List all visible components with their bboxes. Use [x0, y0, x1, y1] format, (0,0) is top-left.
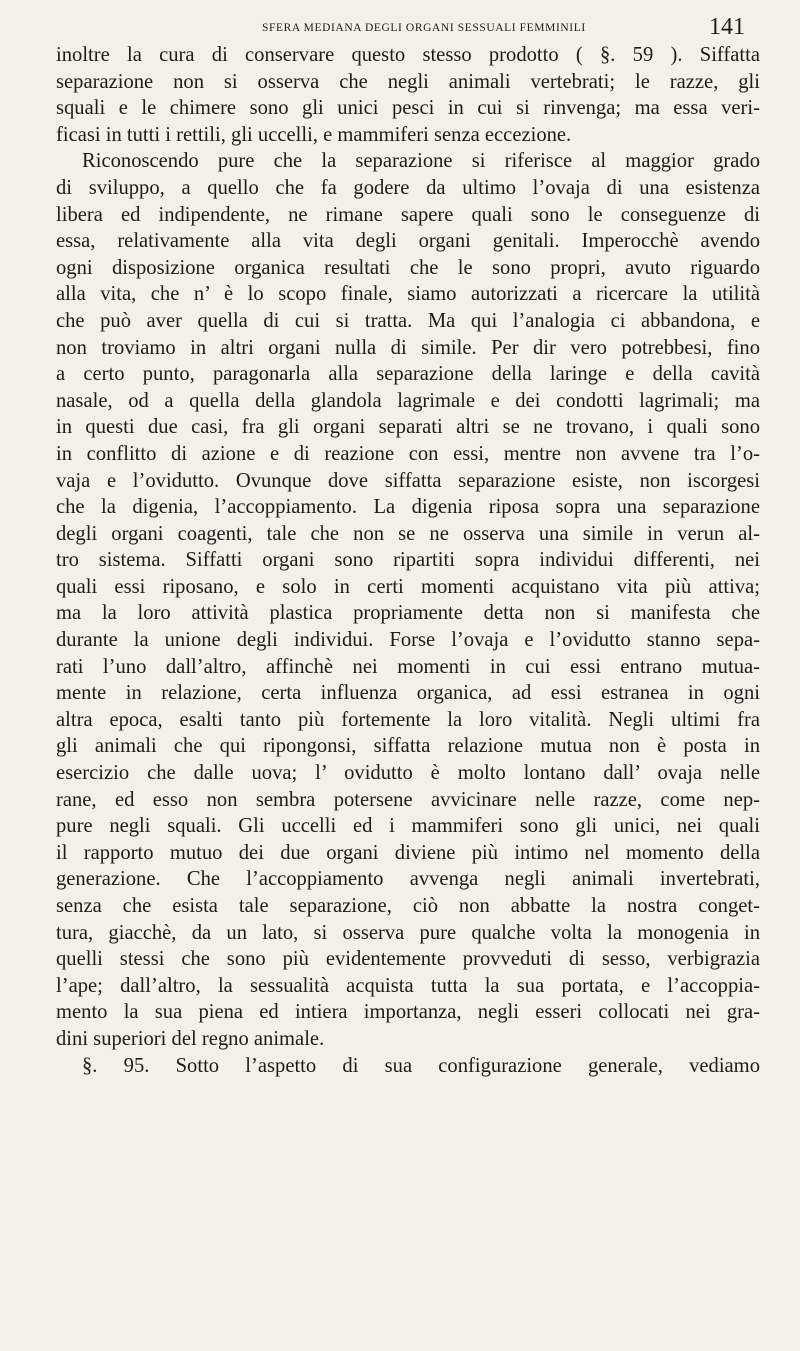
text-line: §. 95. Sotto l’aspetto di sua configurazione generale, vediamo — [82, 1054, 760, 1077]
running-head — [0, 10, 800, 42]
page-number: 141 — [709, 14, 745, 40]
text-line: di sviluppo, a quello che fa godere da ultimo l’ovaja di una esistenza — [56, 176, 760, 199]
text-line: ma la loro attività plastica propriamente detta non si manifesta che — [56, 602, 760, 625]
text-line: inoltre la cura di conservare questo stesso prodotto ( §. 59 ). Siffatta — [56, 44, 760, 66]
text-line: altra epoca, esalti tanto più fortemente la loro vitalità. Negli ultimi fra — [56, 708, 760, 731]
text-line: vaja e l’ovidutto. Ovunque dove siffatta separazione esiste, non iscorgesi — [56, 469, 760, 492]
text-line: esercizio che dalle uova; l’ ovidutto è molto lontano dall’ ovaja nelle — [56, 762, 760, 785]
text-line: tura, giacchè, da un lato, si osserva pure qualche volta la monogenia in — [56, 921, 760, 944]
text-line: degli organi coagenti, tale che non se ne osserva una simile in verun al- — [56, 522, 760, 545]
text-line: durante la unione degli individui. Forse l’ovaja e l’ovidutto stanno sepa- — [56, 629, 760, 652]
text-line: pure negli squali. Gli uccelli ed i mammiferi sono gli unici, nei quali — [56, 815, 760, 838]
body-text — [56, 42, 760, 1079]
text-line: separazione non si osserva che negli animali vertebrati; le razze, gli — [56, 70, 760, 93]
text-line: in conflitto di azione e di reazione con essi, mentre non avvene tra l’o- — [56, 442, 760, 465]
text-line: squali e le chimere sono gli unici pesci in cui si rinvenga; ma essa veri- — [56, 97, 760, 120]
text-line: il rapporto mutuo dei due organi diviene più intimo nel momento della — [56, 841, 760, 864]
text-line: ogni disposizione organica resultati che le sono propri, avuto riguardo — [56, 256, 760, 279]
text-line: in questi due casi, fra gli organi separati altri se ne trovano, i quali sono — [56, 416, 760, 439]
text-line: quelli stessi che sono più evidentemente provveduti di sesso, verbigrazia — [56, 948, 760, 971]
text-line: rane, ed esso non sembra potersene avvicinare nelle razze, come nep- — [56, 788, 760, 811]
text-line: libera ed indipendente, ne rimane sapere quali sono le conseguenze di — [56, 203, 760, 226]
text-line: generazione. Che l’accoppiamento avvenga negli animali invertebrati, — [56, 868, 760, 891]
text-line: mente in relazione, certa influenza organica, ad essi estranea in ogni — [56, 682, 760, 705]
text-line: l’ape; dall’altro, la sessualità acquista tutta la sua portata, e l’accoppia- — [56, 974, 760, 997]
text-line: mento la sua piena ed intiera importanza, negli esseri collocati nei gra- — [56, 1001, 760, 1024]
text-line: Riconoscendo pure che la separazione si riferisce al maggior grado — [82, 150, 760, 173]
text-line: rati l’uno dall’altro, affinchè nei momenti in cui essi entrano mutua- — [56, 655, 760, 678]
text-line: gli animali che qui ripongonsi, siffatta relazione mutua non è posta in — [56, 735, 760, 758]
text-line: alla vita, che n’ è lo scopo finale, siamo autorizzati a ricercare la utilità — [56, 283, 760, 306]
text-line: ficasi in tutti i rettili, gli uccelli, e mammiferi senza eccezione. — [56, 123, 572, 146]
running-title: SFERA MEDIANA DEGLI ORGANI SESSUALI FEMMINILI — [262, 22, 586, 34]
text-line: nasale, od a quella della glandola lagrimale e dei condotti lagrimali; ma — [56, 389, 760, 412]
text-line: che la digenia, l’accoppiamento. La digenia riposa sopra una separazione — [56, 496, 760, 519]
text-line: tro sistema. Siffatti organi sono ripartiti sopra individui differenti, nei — [56, 549, 760, 572]
text-line: non troviamo in altri organi nulla di simile. Per dir vero potrebbesi, fino — [56, 336, 760, 359]
text-line: che può aver quella di cui si tratta. Ma qui l’analogia ci abbandona, e — [56, 309, 760, 332]
text-line: essa, relativamente alla vita degli organi genitali. Imperocchè avendo — [56, 230, 760, 253]
text-line: quali essi riposano, e solo in certi momenti acquistano vita più attiva; — [56, 575, 760, 598]
text-line: a certo punto, paragonarla alla separazione della laringe e della cavità — [56, 363, 760, 386]
text-line: senza che esista tale separazione, ciò non abbatte la nostra conget- — [56, 895, 760, 917]
text-line: dini superiori del regno animale. — [56, 1027, 325, 1050]
